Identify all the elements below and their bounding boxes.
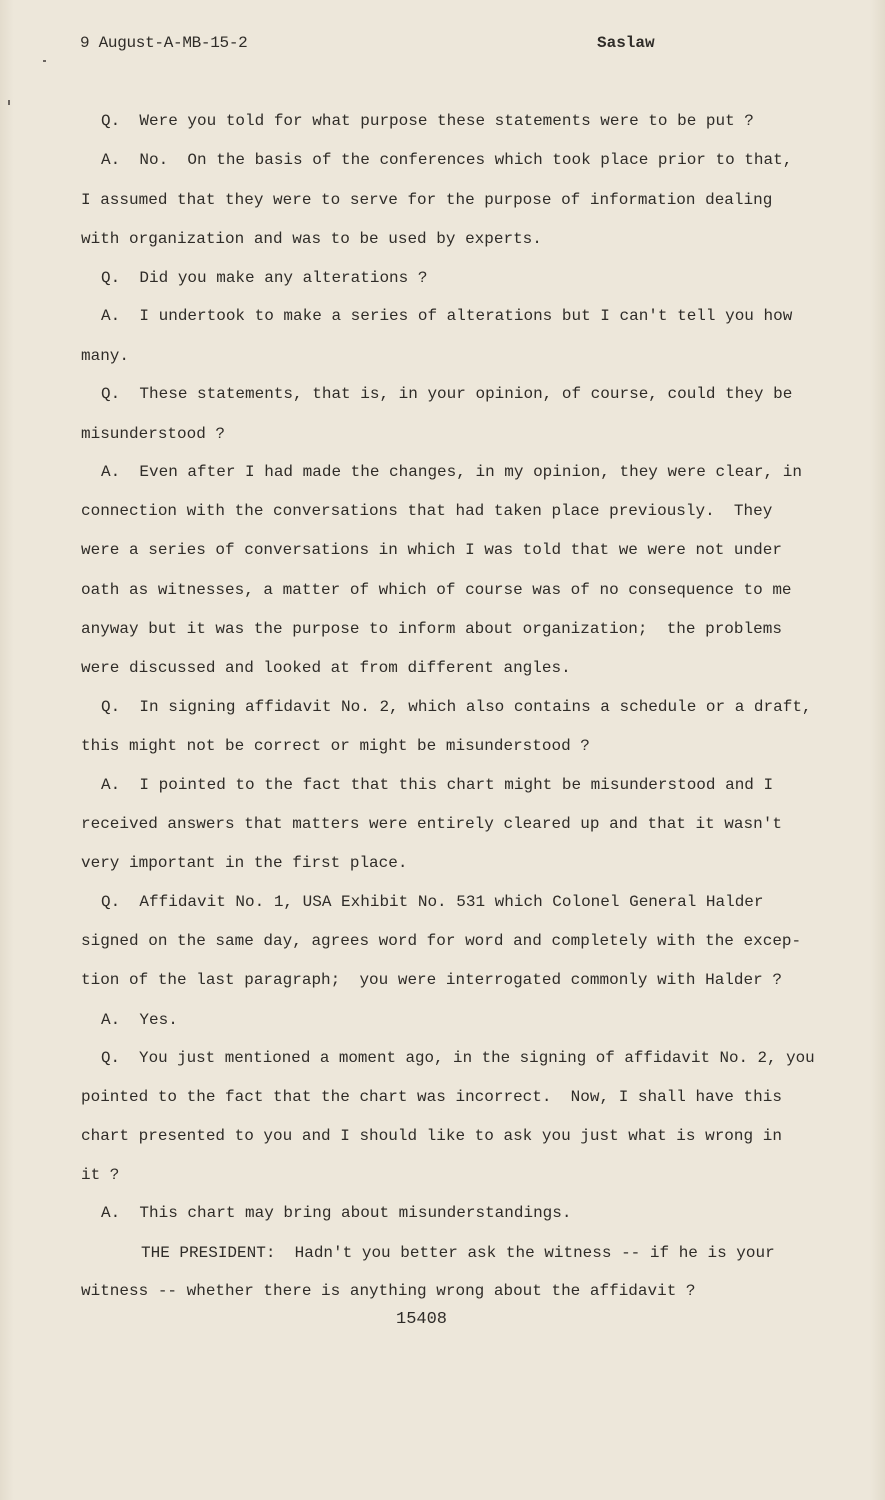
question-line: Q. Affidavit No. 1, USA Exhibit No. 531 which Colonel General Halder [101, 893, 764, 911]
reporter-name: Saslaw [597, 34, 655, 52]
text-line: pointed to the fact that the chart was incorrect. Now, I shall have this [81, 1088, 782, 1106]
answer-line: A. This chart may bring about misunderstandings. [101, 1204, 572, 1222]
text-line: signed on the same day, agrees word for word and completely with the excep- [81, 932, 802, 950]
text-line: it ? [81, 1166, 120, 1184]
text-line: connection with the conversations that had taken place previously. They [81, 502, 773, 520]
margin-mark [43, 60, 46, 62]
question-line: Q. You just mentioned a moment ago, in the signing of affidavit No. 2, you [101, 1049, 815, 1067]
text-line: anyway but it was the purpose to inform about organization; the problems [81, 620, 782, 638]
question-line: Q. These statements, that is, in your opinion, of course, could they be [101, 385, 793, 403]
text-line: many. [81, 347, 130, 365]
text-line: misunderstood ? [81, 425, 226, 443]
text-line: this might not be correct or might be misunderstood ? [81, 737, 590, 755]
text-line: were a series of conversations in which I was told that we were not under [81, 541, 782, 559]
question-line: Q. Were you told for what purpose these statements were to be put ? [101, 112, 754, 130]
text-line: with organization and was to be used by experts. [81, 230, 542, 248]
margin-mark [8, 100, 10, 105]
answer-line: A. I undertook to make a series of alterations but I can't tell you how [101, 307, 793, 325]
text-line: received answers that matters were entirely cleared up and that it wasn't [81, 815, 782, 833]
speaker-line: THE PRESIDENT: Hadn't you better ask the witness -- if he is your [141, 1244, 775, 1262]
page-number: 15408 [396, 1310, 448, 1329]
text-line: witness -- whether there is anything wrong about the affidavit ? [81, 1282, 696, 1300]
answer-line: A. I pointed to the fact that this chart might be misunderstood and I [101, 776, 774, 794]
answer-line: A. No. On the basis of the conferences which took place prior to that, [101, 151, 793, 169]
answer-line: A. Yes. [101, 1011, 178, 1029]
document-reference: 9 August-A-MB-15-2 [80, 34, 248, 52]
text-line: were discussed and looked at from different angles. [81, 659, 571, 677]
text-line: I assumed that they were to serve for the purpose of information dealing [81, 191, 773, 209]
answer-line: A. Even after I had made the changes, in my opinion, they were clear, in [101, 463, 802, 481]
text-line: very important in the first place. [81, 854, 408, 872]
text-line: oath as witnesses, a matter of which of course was of no consequence to me [81, 581, 792, 599]
question-line: Q. In signing affidavit No. 2, which also contains a schedule or a draft, [101, 698, 812, 716]
text-line: tion of the last paragraph; you were interrogated commonly with Halder ? [81, 971, 782, 989]
text-line: chart presented to you and I should like to ask you just what is wrong in [81, 1127, 782, 1145]
question-line: Q. Did you make any alterations ? [101, 269, 428, 287]
